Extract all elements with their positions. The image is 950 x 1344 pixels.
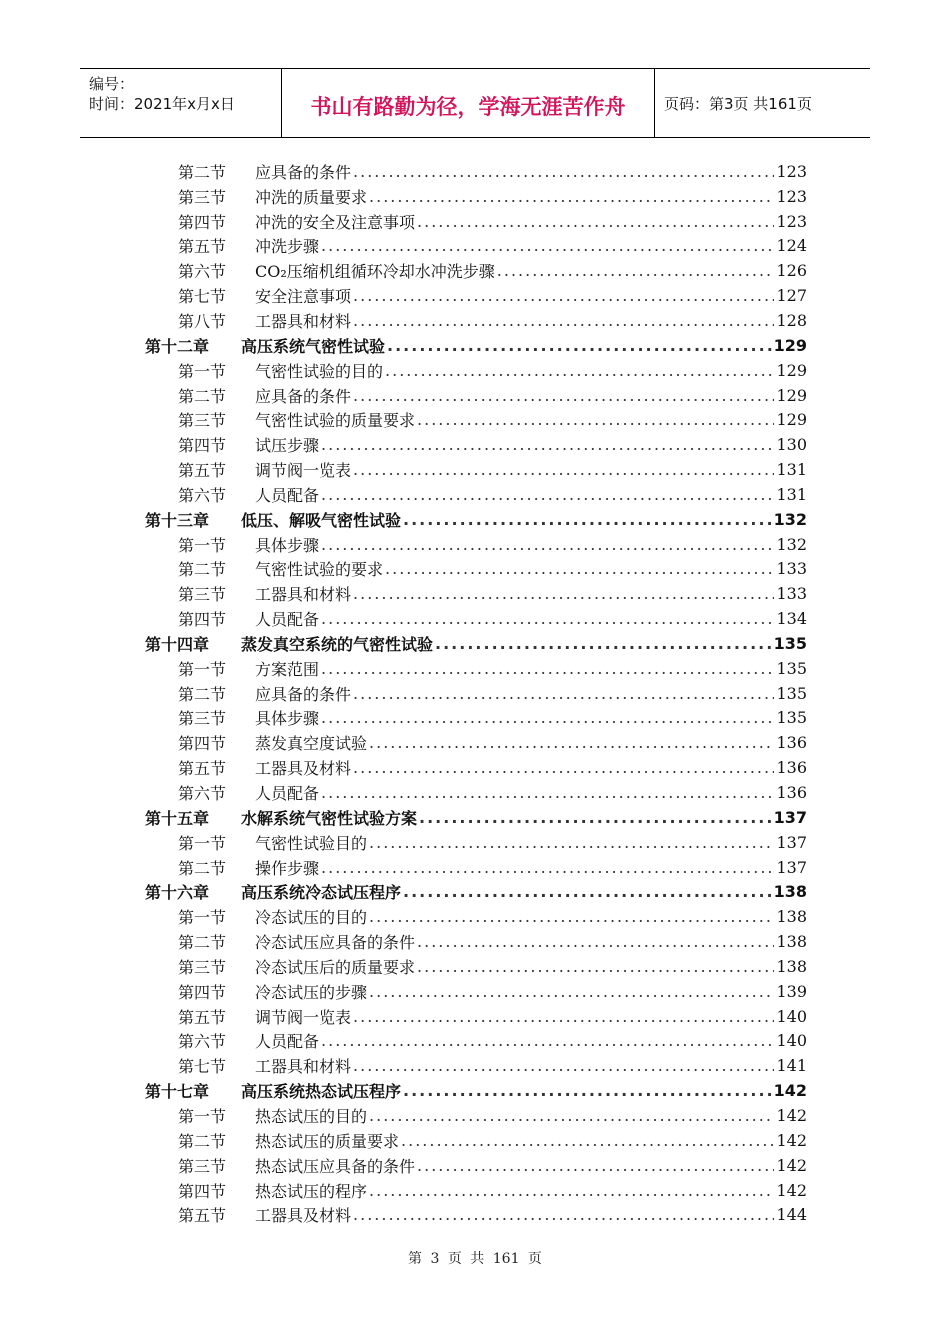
toc-entry-number: 第十二章 <box>145 336 210 356</box>
toc-entry-title: 冲洗步骤 <box>255 237 320 257</box>
toc-dot-leader <box>319 609 774 628</box>
toc-dot-leader <box>415 932 774 951</box>
toc-dot-leader <box>319 435 774 454</box>
toc-dot-leader <box>495 261 775 280</box>
toc-entry-title: 工器具及材料 <box>255 759 352 779</box>
toc-entry-page: 137 <box>773 807 807 827</box>
toc-entry-number: 第十三章 <box>145 510 210 530</box>
toc-dot-leader <box>319 783 774 802</box>
toc-entry-title: 热态试压的程序 <box>255 1181 368 1201</box>
toc-dot-leader <box>351 1205 774 1224</box>
document-time-label: 时间：2021年x月x日 <box>89 95 235 113</box>
toc-chapter-entry[interactable] <box>145 879 807 904</box>
toc-entry-title: 热态试压的质量要求 <box>255 1131 400 1151</box>
toc-entry-title: 应具备的条件 <box>255 386 352 406</box>
toc-entry-number: 第四节 <box>178 436 227 456</box>
toc-dot-leader <box>319 659 774 678</box>
toc-entry-number: 第六节 <box>178 1032 227 1052</box>
toc-section-entry[interactable] <box>145 581 807 606</box>
toc-entry-title: 热态试压的目的 <box>255 1106 368 1126</box>
document-number-label: 编号： <box>89 75 135 93</box>
toc-entry-number: 第四节 <box>178 1181 227 1201</box>
page-header <box>80 68 870 138</box>
toc-entry-number: 第四节 <box>178 982 227 1002</box>
toc-entry-number: 第八节 <box>178 311 227 331</box>
toc-section-entry[interactable] <box>145 1202 807 1227</box>
toc-entry-title: 高压系统冷态试压程序 <box>241 883 402 903</box>
toc-entry-title: 冷态试压应具备的条件 <box>255 933 416 953</box>
toc-entry-number: 第五节 <box>178 237 227 257</box>
toc-entry-title: 试压步骤 <box>255 436 320 456</box>
toc-entry-page: 123 <box>776 211 807 231</box>
toc-entry-title: 人员配备 <box>255 610 320 630</box>
header-meta-cell <box>80 69 282 137</box>
toc-section-entry[interactable] <box>145 954 807 979</box>
toc-section-entry[interactable] <box>145 358 807 383</box>
toc-section-entry[interactable] <box>145 1153 807 1178</box>
toc-entry-title: 气密性试验的质量要求 <box>255 411 416 431</box>
toc-dot-leader <box>351 1056 774 1075</box>
toc-dot-leader <box>433 634 772 653</box>
toc-entry-title: 高压系统气密性试验 <box>241 336 386 356</box>
toc-entry-number: 第一节 <box>178 908 227 928</box>
toc-entry-title: 方案范围 <box>255 659 320 679</box>
toc-entry-page: 137 <box>776 857 807 877</box>
toc-section-entry[interactable] <box>145 557 807 582</box>
toc-entry-title: 冲洗的安全及注意事项 <box>255 212 416 232</box>
toc-section-entry[interactable] <box>145 383 807 408</box>
toc-section-entry[interactable] <box>145 457 807 482</box>
toc-entry-number: 第一节 <box>178 361 227 381</box>
toc-entry-page: 126 <box>776 261 807 281</box>
toc-entry-title: 低压、解吸气密性试验 <box>241 510 402 530</box>
toc-entry-title: 应具备的条件 <box>255 684 352 704</box>
toc-dot-leader <box>351 162 774 181</box>
toc-entry-number: 第六节 <box>178 485 227 505</box>
toc-entry-title: 冷态试压后的质量要求 <box>255 957 416 977</box>
toc-entry-number: 第一节 <box>178 1106 227 1126</box>
toc-entry-title: 蒸发真空系统的气密性试验 <box>241 634 434 654</box>
toc-entry-page: 131 <box>776 484 807 504</box>
toc-entry-number: 第三节 <box>178 1156 227 1176</box>
toc-dot-leader <box>367 907 774 926</box>
toc-dot-leader <box>367 982 774 1001</box>
toc-entry-page: 135 <box>773 633 807 653</box>
toc-dot-leader <box>367 833 774 852</box>
toc-section-entry[interactable] <box>145 1004 807 1029</box>
toc-entry-page: 138 <box>776 907 807 927</box>
toc-entry-title: 蒸发真空度试验 <box>255 734 368 754</box>
toc-dot-leader <box>383 559 774 578</box>
toc-entry-title: 具体步骤 <box>255 709 320 729</box>
toc-section-entry[interactable] <box>145 929 807 954</box>
toc-entry-page: 139 <box>776 981 807 1001</box>
toc-entry-title: CO₂压缩机组循环冷却水冲洗步骤 <box>255 262 495 282</box>
toc-dot-leader <box>367 1181 774 1200</box>
toc-entry-title: 热态试压应具备的条件 <box>255 1156 416 1176</box>
toc-chapter-entry[interactable] <box>145 1078 807 1103</box>
toc-section-entry[interactable] <box>145 532 807 557</box>
toc-entry-number: 第一节 <box>178 659 227 679</box>
toc-entry-title: 水解系统气密性试验方案 <box>241 808 418 828</box>
toc-entry-title: 操作步骤 <box>255 858 320 878</box>
toc-entry-page: 138 <box>773 882 807 902</box>
toc-entry-number: 第三节 <box>178 411 227 431</box>
toc-chapter-entry[interactable] <box>145 507 807 532</box>
toc-entry-number: 第三节 <box>178 187 227 207</box>
toc-entry-page: 142 <box>776 1155 807 1175</box>
toc-section-entry[interactable] <box>145 606 807 631</box>
toc-entry-title: 工器具和材料 <box>255 1057 352 1077</box>
toc-entry-number: 第四节 <box>178 212 227 232</box>
toc-dot-leader <box>367 187 774 206</box>
toc-section-entry[interactable] <box>145 1029 807 1054</box>
toc-entry-page: 133 <box>776 559 807 579</box>
toc-dot-leader <box>319 858 774 877</box>
toc-section-entry[interactable] <box>145 308 807 333</box>
toc-entry-page: 140 <box>776 1006 807 1026</box>
toc-dot-leader <box>401 882 772 901</box>
toc-dot-leader <box>401 510 772 529</box>
header-motto: 书山有路勤为径，学海无涯苦作舟 <box>310 95 626 119</box>
toc-dot-leader <box>351 584 774 603</box>
toc-entry-page: 123 <box>776 186 807 206</box>
toc-entry-page: 142 <box>776 1130 807 1150</box>
toc-dot-leader <box>415 1156 774 1175</box>
toc-section-entry[interactable] <box>145 830 807 855</box>
toc-entry-number: 第一节 <box>178 833 227 853</box>
toc-entry-title: 气密性试验的目的 <box>255 361 384 381</box>
toc-entry-page: 132 <box>773 509 807 529</box>
toc-dot-leader <box>399 1131 774 1150</box>
toc-section-entry[interactable] <box>145 656 807 681</box>
toc-dot-leader <box>319 236 774 255</box>
header-page-info: 页码：第3页 共161页 <box>664 95 812 113</box>
toc-entry-title: 安全注意事项 <box>255 287 352 307</box>
header-page-cell <box>655 69 870 137</box>
toc-entry-number: 第二节 <box>178 684 227 704</box>
toc-entry-page: 138 <box>776 932 807 952</box>
toc-section-entry[interactable] <box>145 706 807 731</box>
toc-entry-page: 142 <box>776 1105 807 1125</box>
toc-entry-title: 人员配备 <box>255 784 320 804</box>
table-of-contents <box>145 159 807 1227</box>
toc-entry-page: 132 <box>776 534 807 554</box>
toc-dot-leader <box>319 1031 774 1050</box>
toc-dot-leader <box>351 311 774 330</box>
toc-dot-leader <box>351 460 774 479</box>
toc-entry-number: 第五节 <box>178 461 227 481</box>
toc-entry-page: 140 <box>776 1031 807 1051</box>
toc-entry-page: 144 <box>776 1205 807 1225</box>
toc-section-entry[interactable] <box>145 209 807 234</box>
page-footer: 第 3 页 共 161 页 <box>408 1251 542 1267</box>
toc-entry-page: 142 <box>776 1180 807 1200</box>
toc-entry-title: 工器具和材料 <box>255 585 352 605</box>
toc-entry-number: 第五节 <box>178 1206 227 1226</box>
toc-section-entry[interactable] <box>145 234 807 259</box>
toc-entry-page: 129 <box>776 360 807 380</box>
toc-section-entry[interactable] <box>145 730 807 755</box>
toc-entry-number: 第二节 <box>178 162 227 182</box>
toc-entry-number: 第三节 <box>178 709 227 729</box>
toc-entry-page: 124 <box>776 236 807 256</box>
toc-entry-number: 第二节 <box>178 560 227 580</box>
toc-entry-page: 129 <box>776 410 807 430</box>
toc-entry-page: 129 <box>776 385 807 405</box>
toc-entry-number: 第十七章 <box>145 1082 210 1102</box>
toc-section-entry[interactable] <box>145 184 807 209</box>
toc-entry-number: 第四节 <box>178 734 227 754</box>
toc-dot-leader <box>367 733 774 752</box>
toc-entry-page: 130 <box>776 435 807 455</box>
toc-entry-number: 第七节 <box>178 1057 227 1077</box>
toc-section-entry[interactable] <box>145 407 807 432</box>
toc-entry-title: 人员配备 <box>255 485 320 505</box>
toc-section-entry[interactable] <box>145 432 807 457</box>
toc-dot-leader <box>385 336 772 355</box>
toc-entry-page: 127 <box>776 286 807 306</box>
toc-section-entry[interactable] <box>145 1128 807 1153</box>
toc-entry-page: 136 <box>776 783 807 803</box>
toc-entry-page: 123 <box>776 161 807 181</box>
toc-dot-leader <box>383 361 774 380</box>
toc-dot-leader <box>401 1081 772 1100</box>
toc-section-entry[interactable] <box>145 780 807 805</box>
toc-entry-page: 138 <box>776 956 807 976</box>
toc-section-entry[interactable] <box>145 855 807 880</box>
toc-dot-leader <box>351 1007 774 1026</box>
toc-entry-page: 134 <box>776 609 807 629</box>
toc-section-entry[interactable] <box>145 258 807 283</box>
toc-dot-leader <box>351 286 774 305</box>
toc-entry-number: 第一节 <box>178 535 227 555</box>
toc-dot-leader <box>351 758 774 777</box>
toc-entry-number: 第十四章 <box>145 634 210 654</box>
toc-entry-title: 工器具及材料 <box>255 1206 352 1226</box>
toc-entry-page: 136 <box>776 733 807 753</box>
toc-entry-page: 129 <box>773 335 807 355</box>
toc-entry-page: 135 <box>776 708 807 728</box>
toc-entry-title: 冷态试压的步骤 <box>255 982 368 1002</box>
toc-chapter-entry[interactable] <box>145 333 807 358</box>
toc-section-entry[interactable] <box>145 755 807 780</box>
toc-entry-page: 137 <box>776 832 807 852</box>
toc-entry-number: 第五节 <box>178 1007 227 1027</box>
toc-chapter-entry[interactable] <box>145 805 807 830</box>
toc-entry-title: 人员配备 <box>255 1032 320 1052</box>
toc-dot-leader <box>415 410 774 429</box>
toc-entry-title: 气密性试验目的 <box>255 833 368 853</box>
toc-section-entry[interactable] <box>145 979 807 1004</box>
toc-section-entry[interactable] <box>145 681 807 706</box>
toc-entry-number: 第三节 <box>178 585 227 605</box>
toc-entry-page: 135 <box>776 683 807 703</box>
toc-entry-title: 应具备的条件 <box>255 162 352 182</box>
toc-section-entry[interactable] <box>145 482 807 507</box>
toc-entry-number: 第十五章 <box>145 808 210 828</box>
toc-section-entry[interactable] <box>145 283 807 308</box>
toc-entry-number: 第三节 <box>178 957 227 977</box>
toc-dot-leader <box>319 485 774 504</box>
toc-entry-page: 135 <box>776 658 807 678</box>
toc-dot-leader <box>351 684 774 703</box>
toc-entry-number: 第六节 <box>178 262 227 282</box>
toc-dot-leader <box>415 212 774 231</box>
toc-section-entry[interactable] <box>145 1178 807 1203</box>
toc-entry-number: 第五节 <box>178 759 227 779</box>
toc-entry-title: 具体步骤 <box>255 535 320 555</box>
toc-entry-title: 冲洗的质量要求 <box>255 187 368 207</box>
toc-entry-number: 第二节 <box>178 386 227 406</box>
toc-entry-number: 第十六章 <box>145 883 210 903</box>
toc-entry-title: 调节阀一览表 <box>255 461 352 481</box>
toc-entry-title: 高压系统热态试压程序 <box>241 1082 402 1102</box>
toc-entry-page: 141 <box>776 1056 807 1076</box>
toc-entry-number: 第二节 <box>178 933 227 953</box>
toc-section-entry[interactable] <box>145 159 807 184</box>
toc-entry-title: 气密性试验的要求 <box>255 560 384 580</box>
toc-dot-leader <box>351 386 774 405</box>
toc-dot-leader <box>319 708 774 727</box>
toc-section-entry[interactable] <box>145 904 807 929</box>
toc-entry-number: 第七节 <box>178 287 227 307</box>
toc-entry-number: 第二节 <box>178 1131 227 1151</box>
toc-dot-leader <box>415 957 774 976</box>
toc-chapter-entry[interactable] <box>145 631 807 656</box>
toc-entry-page: 142 <box>773 1081 807 1101</box>
toc-entry-number: 第六节 <box>178 784 227 804</box>
toc-entry-number: 第四节 <box>178 610 227 630</box>
toc-section-entry[interactable] <box>145 1053 807 1078</box>
toc-entry-title: 调节阀一览表 <box>255 1007 352 1027</box>
toc-section-entry[interactable] <box>145 1103 807 1128</box>
toc-entry-page: 131 <box>776 460 807 480</box>
toc-entry-title: 冷态试压的目的 <box>255 908 368 928</box>
toc-entry-number: 第二节 <box>178 858 227 878</box>
header-motto-cell <box>282 69 655 137</box>
toc-entry-page: 136 <box>776 758 807 778</box>
toc-dot-leader <box>319 535 774 554</box>
toc-entry-title: 工器具和材料 <box>255 311 352 331</box>
toc-entry-page: 128 <box>776 310 807 330</box>
toc-dot-leader <box>417 808 772 827</box>
toc-entry-page: 133 <box>776 584 807 604</box>
toc-dot-leader <box>367 1106 774 1125</box>
